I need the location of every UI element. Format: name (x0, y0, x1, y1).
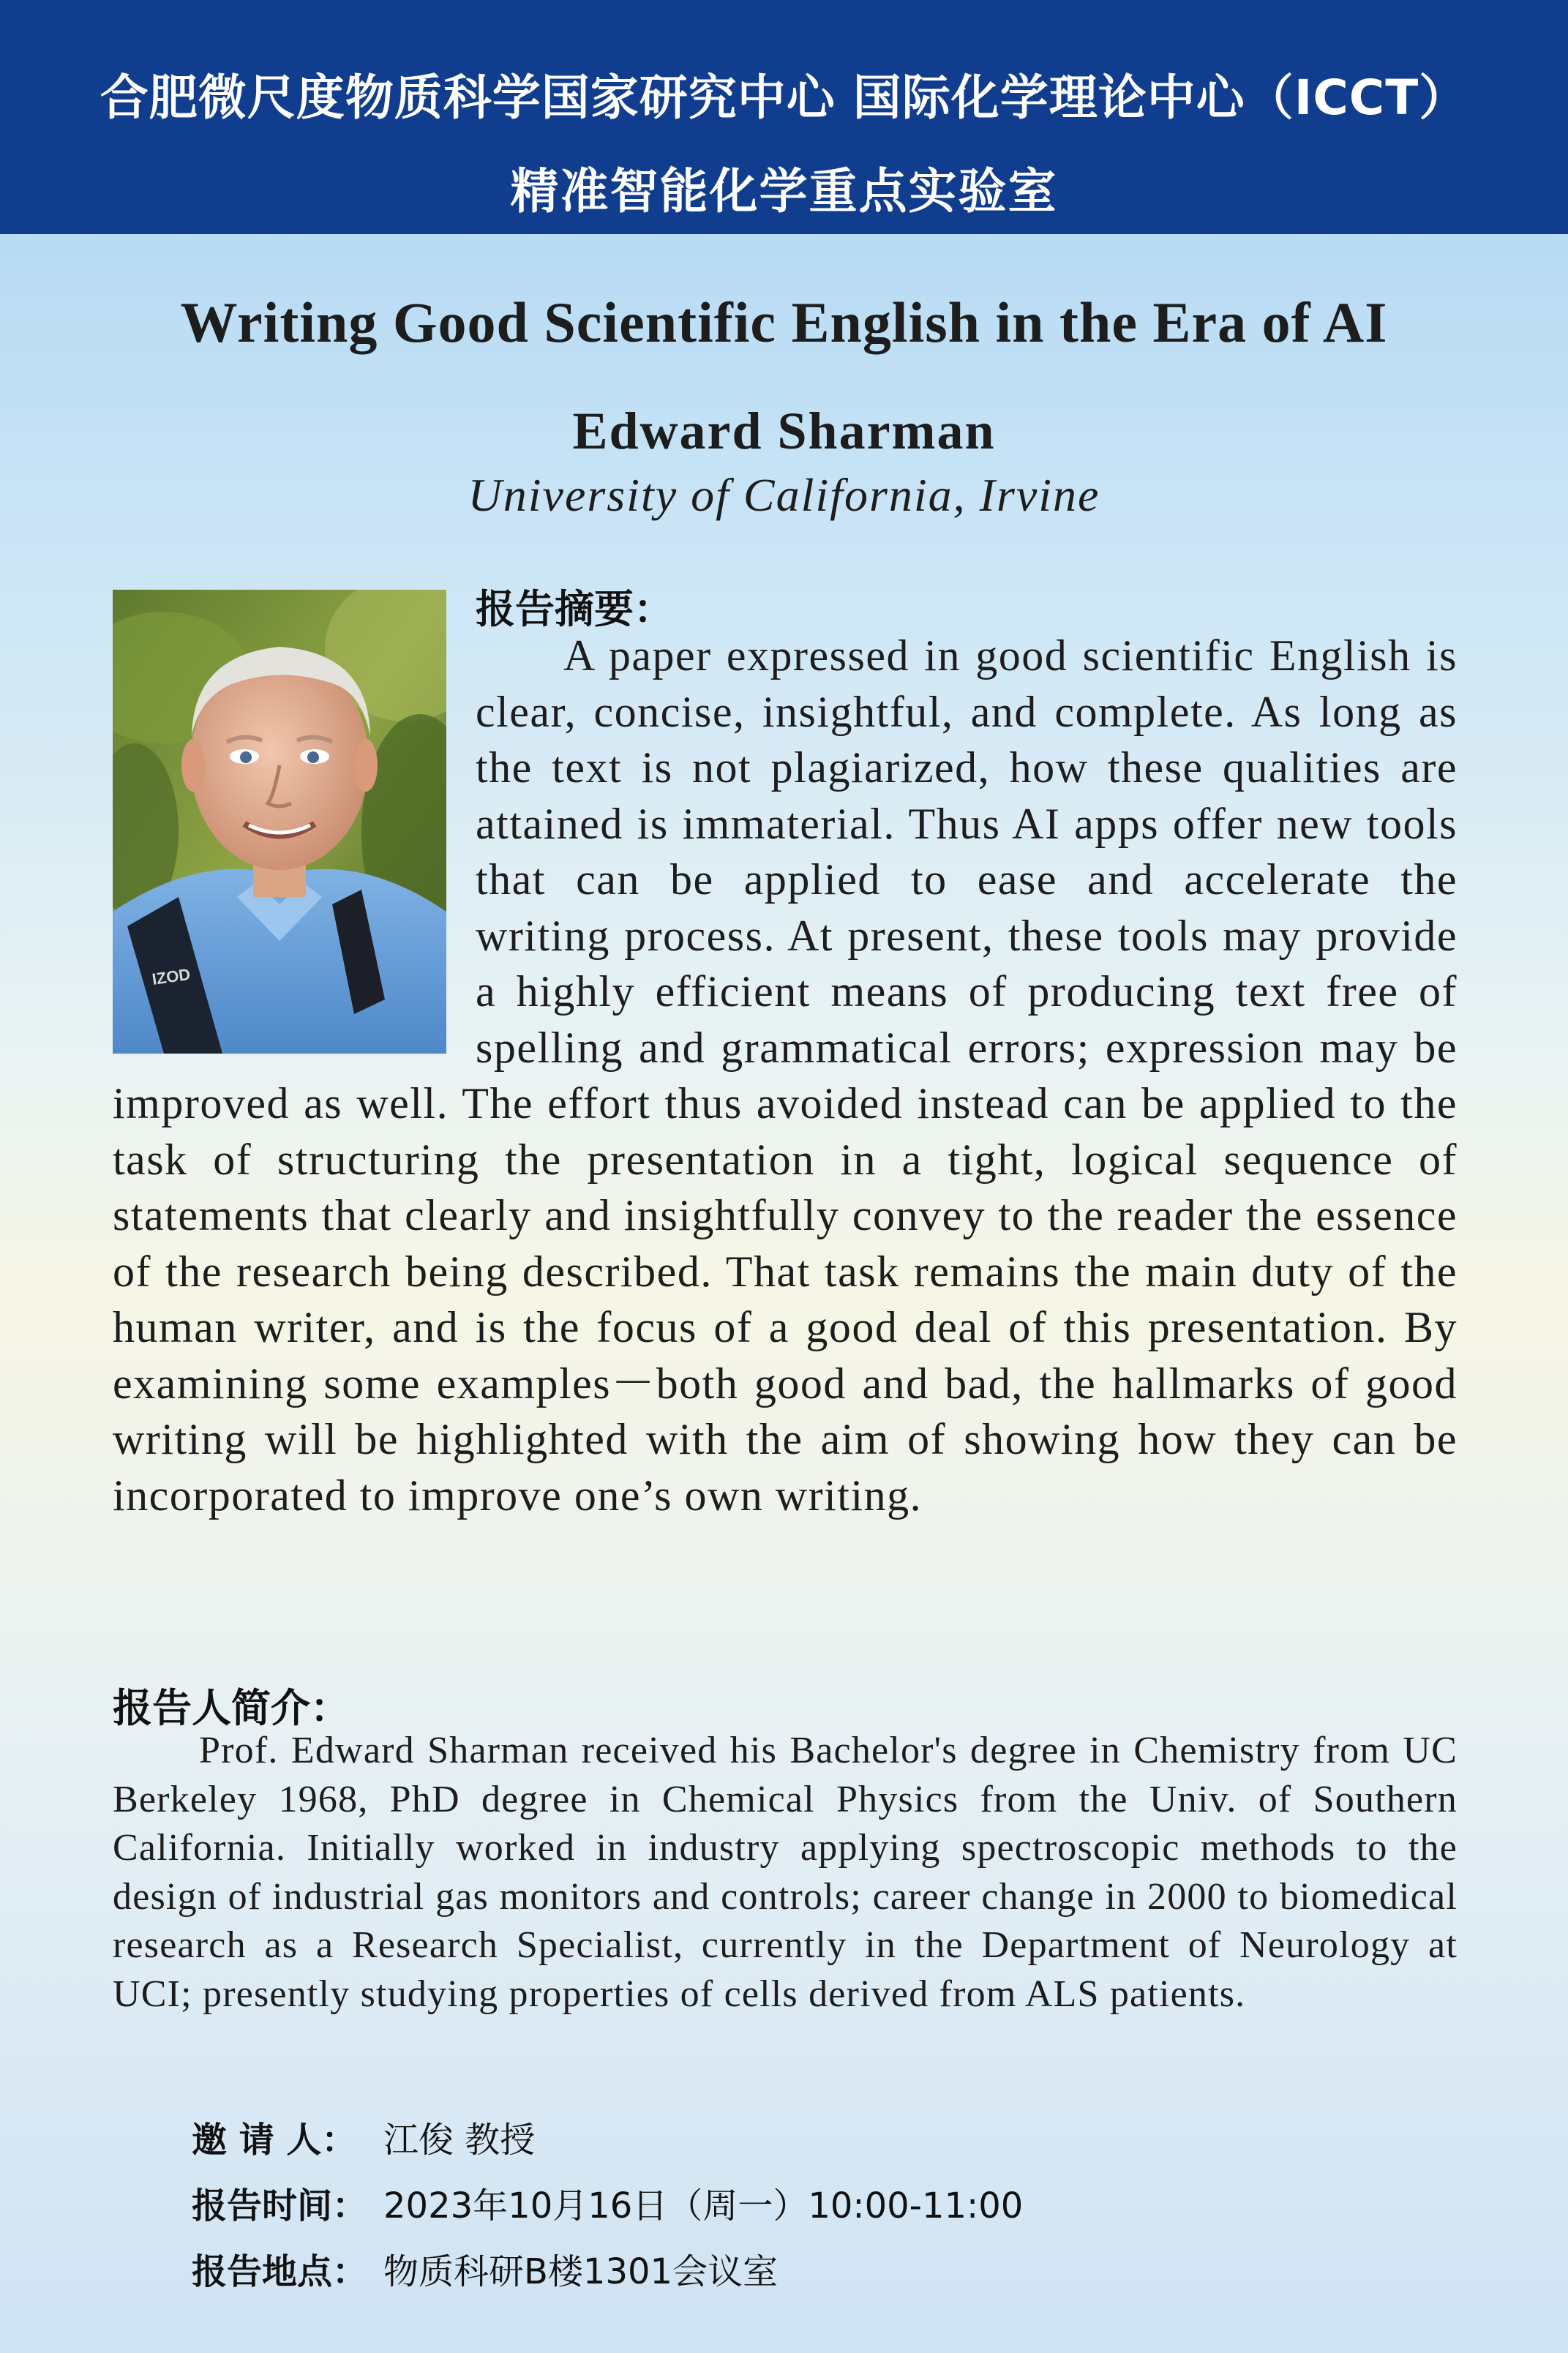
abstract-body (113, 628, 1458, 1523)
strap-label: IZOD (151, 964, 192, 988)
speaker-affiliation: University of California, Irvine (468, 469, 1100, 521)
speaker-name: Edward Sharman (572, 402, 996, 460)
header-lab-line: 精准智能化学重点实验室 (510, 163, 1058, 219)
bio-body (113, 1727, 1458, 2019)
header-banner (0, 0, 1568, 234)
bio-heading: 报告人简介： (113, 1685, 350, 1731)
info-time-row (192, 2177, 1023, 2228)
info-place-row (192, 2243, 778, 2294)
abstract-text: A paper expressed in good scientific English is clear, concise, insightful, and complete. As long as the text is not plagiarized, how these qualities are attained is immaterial. Thus AI apps offer new tools that can be applied to ease and accelerate the writing process. At present, these tools may provide a highly efficient means of producing text free of spelling and grammatical errors; expression may be improved as well. The effort thus avoided instead can be applied to the task of structuring the presentation in a tight, logical sequence of statements that clearly and insightfully convey to the reader the essence of the research being described. That task remains the main duty of the human writer, and is the focus of a good deal of this presentation. By examining some examples－both good and bad, the hallmarks of good writing will be highlighted with the aim of showing how they can be incorporated to improve one’s own writing. (113, 631, 1458, 1520)
talk-title: Writing Good Scientific English in the Era of AI (180, 290, 1388, 354)
info-time-label: 报告时间： (192, 2185, 368, 2226)
info-time-value: 2023年10月16日（周一）10:00-11:00 (383, 2185, 1024, 2226)
info-host-label: 邀 请 人： (192, 2120, 357, 2161)
photo-wrap-spacer (113, 628, 476, 1076)
header-institution-line: 合肥微尺度物质科学国家研究中心 国际化学理论中心（ICCT） (100, 70, 1468, 126)
info-host-value: 江俊 教授 (383, 2120, 536, 2161)
info-host-row (192, 2112, 535, 2162)
bio-text: Prof. Edward Sharman received his Bachelor's degree in Chemistry from UC Berkeley 1968, PhD degree in Chemical Physics from the Univ. of Southern California. Initially worked in industry applying spectroscopic methods to the design of industrial gas monitors and controls; career change in 2000 to biomedical research as a Research Specialist, currently in the Department of Neurology at UCI; presently studying properties of cells derived from ALS patients. (113, 1730, 1458, 2015)
info-place-label: 报告地点： (192, 2251, 368, 2292)
info-place-value: 物质科研B楼1301会议室 (383, 2251, 779, 2292)
abstract-heading: 报告摘要： (476, 586, 673, 632)
